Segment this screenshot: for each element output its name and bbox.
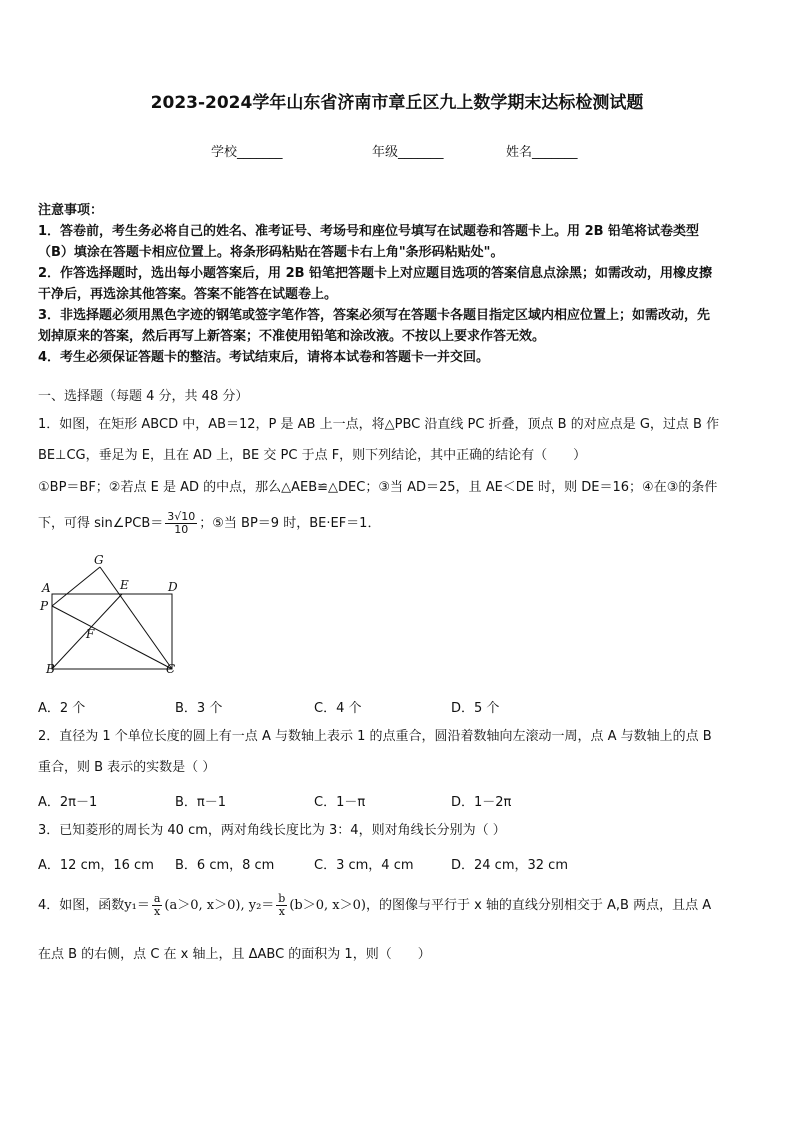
q4-line-2: 在点 B 的右侧，点 C 在 x 轴上，且 ΔABC 的面积为 1，则（ ） <box>38 947 431 962</box>
label-a: A <box>42 581 51 595</box>
q4-post: ，的图像与平行于 x 轴的直线分别相交于 A,B 两点，且点 A <box>365 898 712 913</box>
q3-line: 3．已知菱形的周长为 40 cm，两对角线长度比为 3：4，则对角线长分别为（ ） <box>38 823 506 838</box>
name-field: 姓名_______ <box>506 145 578 160</box>
label-e: E <box>120 578 129 592</box>
notice-line: 干净后，再选涂其他答案。答案不能答在试题卷上。 <box>38 287 338 302</box>
q4-cond2: (b＞0, x＞0) <box>289 898 366 913</box>
segment-pc <box>52 606 172 669</box>
fraction-numerator: b <box>278 892 286 905</box>
segment-gc <box>100 567 172 669</box>
q3-option-a: A．12 cm，16 cm <box>38 858 154 873</box>
q1-figure <box>36 551 196 681</box>
notice-heading: 注意事项： <box>38 203 104 218</box>
q2-option-b: B．π－1 <box>175 795 227 810</box>
q1-option-c: C．4 个 <box>314 701 362 716</box>
notice-line: 3．非选择题必须用黑色字迹的钢笔或签字笔作答，答案必须写在答题卡各题目指定区域内相应位置上；如需改动，先 <box>38 308 711 323</box>
q3-option-b: B．6 cm，8 cm <box>175 858 275 873</box>
notice-line: 4．考生必须保证答题卡的整洁。考试结束后，请将本试卷和答题卡一并交回。 <box>38 350 490 365</box>
label-b: B <box>46 662 55 676</box>
notice-line: 2．作答选择题时，选出每小题答案后，用 2B 铅笔把答题卡上对应题目选项的答案信息点涂黑；如需改动，用橡皮擦 <box>38 266 713 281</box>
fraction-numerator: a <box>153 892 161 905</box>
q1-line-4-post: ；⑤当 BP＝9 时，BE·EF＝1． <box>199 516 381 531</box>
notice-line: （B）填涂在答题卡相应位置上。将条形码粘贴在答题卡右上角"条形码粘贴处"。 <box>38 245 504 260</box>
q4-line-1 <box>38 888 758 924</box>
grade-field: 年级_______ <box>372 145 444 160</box>
q3-option-d: D．24 cm，32 cm <box>451 858 568 873</box>
fraction-denominator: x <box>154 905 161 918</box>
fraction-numerator: 3√10 <box>167 510 196 523</box>
label-p: P <box>40 599 49 613</box>
q2-option-c: C．1－π <box>314 795 366 810</box>
q4-cond1: (a＞0, x＞0), <box>164 898 249 913</box>
q1-option-b: B．3 个 <box>175 701 223 716</box>
page-title: 2023-2024学年山东省济南市章丘区九上数学期末达标检测试题 <box>150 93 644 113</box>
q1-option-d: D．5 个 <box>451 701 500 716</box>
q1-line-4-pre: 下，可得 sin∠PCB＝ <box>38 516 164 531</box>
q2-option-a: A．2π－1 <box>38 795 98 810</box>
fraction-b-over-x <box>276 893 287 918</box>
label-c: C <box>166 662 176 676</box>
fraction-a-over-x <box>152 893 163 918</box>
notice-line: 划掉原来的答案，然后再写上新答案；不准使用铅笔和涂改液。不按以上要求作答无效。 <box>38 329 546 344</box>
q2-line: 2．直径为 1 个单位长度的圆上有一点 A 与数轴上表示 1 的点重合，圆沿着数轴向左滚动一周，点 A 与数轴上的点 B <box>38 729 712 744</box>
q4-y1: y₁＝ <box>124 898 150 913</box>
school-field: 学校_______ <box>211 145 283 160</box>
q1-line-4 <box>38 509 758 539</box>
q4-y2: y₂＝ <box>248 898 275 913</box>
q1-option-a: A．2 个 <box>38 701 86 716</box>
q1-line: BE⊥CG，垂足为 E，且在 AD 上，BE 交 PC 于点 F，则下列结论，其中正确的结论有（ ） <box>38 448 587 463</box>
label-d: D <box>168 580 178 594</box>
q2-line: 重合，则 B 表示的实数是（ ） <box>38 760 216 775</box>
section-heading: 一、选择题（每题 4 分，共 48 分） <box>38 389 249 404</box>
label-g: G <box>94 553 104 567</box>
q2-option-d: D．1－2π <box>451 795 512 810</box>
segment-pg <box>52 567 100 606</box>
fraction-denominator: x <box>278 905 285 918</box>
q3-option-c: C．3 cm，4 cm <box>314 858 414 873</box>
fraction <box>165 511 197 536</box>
q1-line: ①BP＝BF；②若点 E 是 AD 的中点，那么△AEB≌△DEC；③当 AD＝25，且 AE＜DE 时，则 DE＝16；④在③的条件 <box>38 480 718 495</box>
label-f: F <box>86 627 95 641</box>
q4-pre: 4．如图，函数 <box>38 898 125 913</box>
q1-line: 1．如图，在矩形 ABCD 中，AB＝12，P 是 AB 上一点，将△PBC 沿直线 PC 折叠，顶点 B 的对应点是 G，过点 B 作 <box>38 417 720 432</box>
notice-line: 1．答卷前，考生务必将自己的姓名、准考证号、考场号和座位号填写在试题卷和答题卡上。用 2B 铅笔将试卷类型 <box>38 224 700 239</box>
fraction-denominator: 10 <box>174 523 189 536</box>
